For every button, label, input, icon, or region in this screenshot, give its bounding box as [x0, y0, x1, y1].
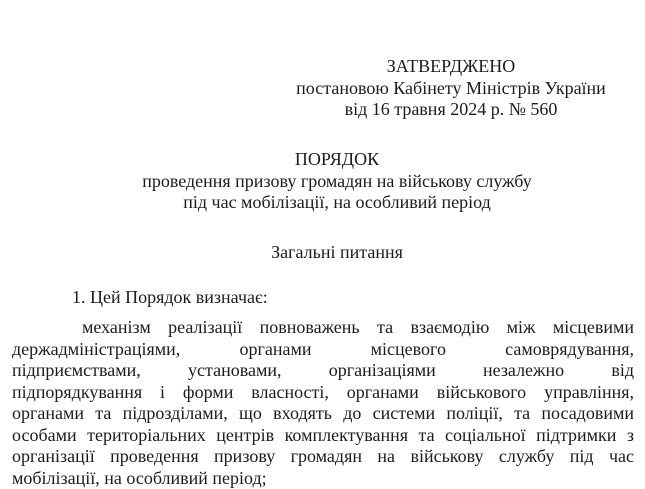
- document-title-line: під час мобілізації, на особливий період: [183, 192, 491, 212]
- document-title: [40, 149, 634, 214]
- paragraph-line: органами та підрозділами, що входять до системи поліції, та посадовими: [12, 403, 634, 423]
- document-title-line: ПОРЯДОК: [294, 149, 380, 169]
- paragraph-line: особами територіальних центрів комплектування та соціальної підтримки з: [12, 424, 634, 445]
- paragraph-line: держадміністраціями, органами місцевого самоврядування,: [12, 338, 634, 359]
- paragraph-line: мобілізації, на особливий період;: [12, 467, 267, 488]
- paragraph-line: механізм реалізації повноважень та взаємодію між місцевими: [82, 317, 634, 337]
- paragraph-line: підприємствами, установами, організаціями незалежно від: [12, 360, 634, 380]
- approval-block: [286, 56, 616, 121]
- section-heading: Загальні питання: [271, 242, 403, 262]
- paragraph: [12, 317, 634, 489]
- paragraph-line: організації проведення призову громадян на військову службу під час: [12, 446, 634, 466]
- approval-line: від 16 травня 2024 р. № 560: [344, 99, 558, 119]
- paragraph-line: підпорядкування і форми власності, органами військового управління,: [12, 381, 634, 402]
- approval-line: постановою Кабінету Міністрів України: [296, 77, 606, 98]
- paragraph: 1. Цей Порядок визначає:: [72, 287, 268, 307]
- approval-line: ЗАТВЕРДЖЕНО: [386, 56, 516, 76]
- document-title-line: проведення призову громадян на військову службу: [142, 170, 532, 191]
